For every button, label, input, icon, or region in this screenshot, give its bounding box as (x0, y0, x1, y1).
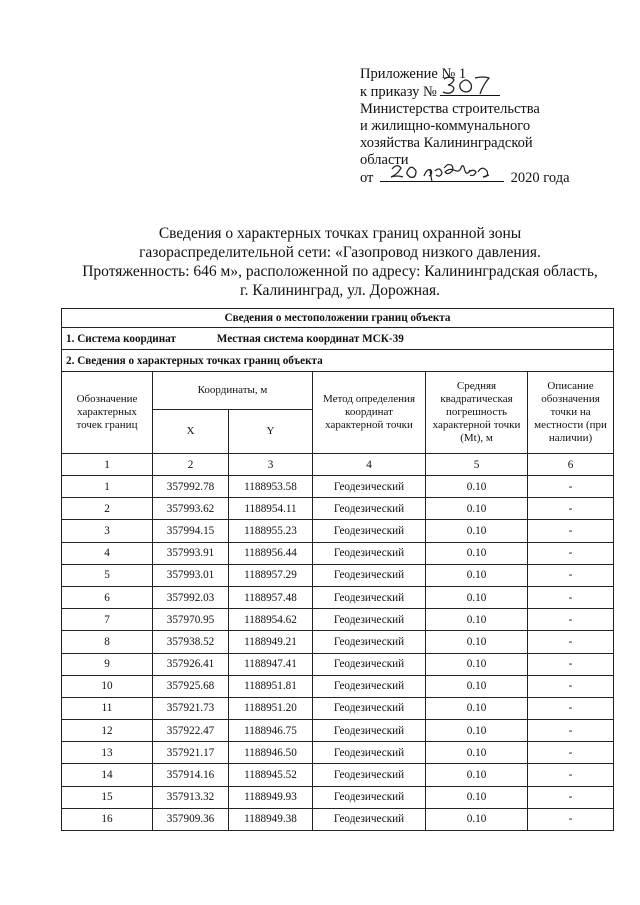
handwritten-date-svg (380, 160, 504, 182)
method-cell: Геодезический (313, 609, 426, 631)
point-id-cell: 8 (62, 631, 153, 653)
error-cell: 0.10 (426, 653, 528, 675)
description-cell: - (528, 520, 614, 542)
order-line (360, 83, 620, 101)
handwritten-number-svg (438, 74, 502, 96)
description-cell: - (528, 631, 614, 653)
col-method-header: Метод определения координат характерной точки (313, 372, 426, 454)
date-prefix: от (360, 170, 374, 186)
error-cell: 0.10 (426, 786, 528, 808)
title-line-4: г. Калининград, ул. Дорожная. (240, 282, 440, 299)
method-cell: Геодезический (313, 498, 426, 520)
col-number: 2 (153, 454, 229, 476)
table-row (62, 542, 614, 564)
date-handwritten (380, 169, 504, 182)
col-number: 6 (528, 454, 614, 476)
annex-title: Приложение № 1 (360, 66, 467, 82)
error-cell: 0.10 (426, 476, 528, 498)
point-id-cell: 14 (62, 764, 153, 786)
method-cell: Геодезический (313, 653, 426, 675)
method-cell: Геодезический (313, 742, 426, 764)
table-row (62, 653, 614, 675)
x-coordinate-cell: 357925.68 (153, 675, 229, 697)
error-cell: 0.10 (426, 808, 528, 830)
error-cell: 0.10 (426, 609, 528, 631)
point-id-cell: 4 (62, 542, 153, 564)
y-coordinate-cell: 1188957.48 (229, 586, 313, 608)
error-cell: 0.10 (426, 498, 528, 520)
point-id-cell: 12 (62, 720, 153, 742)
method-cell: Геодезический (313, 586, 426, 608)
method-cell: Геодезический (313, 808, 426, 830)
point-id-cell: 3 (62, 520, 153, 542)
table-row (62, 498, 614, 520)
x-coordinate-cell: 357921.73 (153, 697, 229, 719)
y-coordinate-cell: 1188951.20 (229, 697, 313, 719)
document-title (40, 224, 640, 300)
y-coordinate-cell: 1188949.38 (229, 808, 313, 830)
error-cell: 0.10 (426, 675, 528, 697)
annex-ministry-1: Министерства строительства (360, 101, 540, 117)
col-desc-header: Описание обозначения точки на местности (при наличии) (528, 372, 614, 454)
annex-ministry-3: хозяйства Калининградской (360, 135, 533, 151)
point-id-cell: 5 (62, 564, 153, 586)
x-coordinate-cell: 357914.16 (153, 764, 229, 786)
title-line-2: газораспределительной сети: «Газопровод низкого давления. (139, 244, 541, 261)
y-coordinate-cell: 1188949.93 (229, 786, 313, 808)
table-row (62, 476, 614, 498)
date-suffix: 2020 года (510, 170, 570, 186)
x-coordinate-cell: 357993.01 (153, 564, 229, 586)
point-id-cell: 11 (62, 697, 153, 719)
description-cell: - (528, 697, 614, 719)
table-row (62, 808, 614, 830)
table-header: Сведения о местоположении границ объекта (62, 309, 614, 328)
y-coordinate-cell: 1188951.81 (229, 675, 313, 697)
order-number-handwritten (440, 83, 500, 96)
description-cell: - (528, 720, 614, 742)
table-row (62, 564, 614, 586)
y-coordinate-cell: 1188956.44 (229, 542, 313, 564)
annex-ministry-2: и жилищно-коммунального (360, 118, 531, 134)
description-cell: - (528, 476, 614, 498)
table-row (62, 742, 614, 764)
description-cell: - (528, 609, 614, 631)
error-cell: 0.10 (426, 564, 528, 586)
point-id-cell: 6 (62, 586, 153, 608)
y-coordinate-cell: 1188957.29 (229, 564, 313, 586)
title-line-3: Протяженность: 646 м», расположенной по адресу: Калининградская область, (82, 263, 598, 280)
y-coordinate-cell: 1188954.11 (229, 498, 313, 520)
method-cell: Геодезический (313, 675, 426, 697)
description-cell: - (528, 564, 614, 586)
y-coordinate-cell: 1188946.75 (229, 720, 313, 742)
y-coordinate-cell: 1188946.50 (229, 742, 313, 764)
table-row (62, 786, 614, 808)
y-coordinate-cell: 1188953.58 (229, 476, 313, 498)
table-row (62, 675, 614, 697)
x-coordinate-cell: 357994.15 (153, 520, 229, 542)
error-cell: 0.10 (426, 586, 528, 608)
x-coordinate-cell: 357921.17 (153, 742, 229, 764)
point-id-cell: 7 (62, 609, 153, 631)
description-cell: - (528, 653, 614, 675)
col-error-header: Средняя квадратическая погрешность характерной точки (Mt), м (426, 372, 528, 454)
method-cell: Геодезический (313, 720, 426, 742)
column-numbers-row (62, 454, 614, 476)
point-id-cell: 16 (62, 808, 153, 830)
table-row (62, 697, 614, 719)
col-point-header: Обозначение характерных точек границ (62, 372, 153, 454)
y-coordinate-cell: 1188945.52 (229, 764, 313, 786)
point-id-cell: 2 (62, 498, 153, 520)
point-id-cell: 1 (62, 476, 153, 498)
table-row (62, 520, 614, 542)
y-coordinate-cell: 1188954.62 (229, 609, 313, 631)
table-row (62, 631, 614, 653)
error-cell: 0.10 (426, 720, 528, 742)
col-number: 3 (229, 454, 313, 476)
table-row (62, 609, 614, 631)
method-cell: Геодезический (313, 786, 426, 808)
error-cell: 0.10 (426, 697, 528, 719)
error-cell: 0.10 (426, 631, 528, 653)
y-coordinate-cell: 1188947.41 (229, 653, 313, 675)
method-cell: Геодезический (313, 520, 426, 542)
error-cell: 0.10 (426, 742, 528, 764)
method-cell: Геодезический (313, 631, 426, 653)
coordinate-system-row (62, 328, 614, 350)
table-row (62, 720, 614, 742)
method-cell: Геодезический (313, 542, 426, 564)
x-coordinate-cell: 357913.32 (153, 786, 229, 808)
x-coordinate-cell: 357926.41 (153, 653, 229, 675)
col-number: 4 (313, 454, 426, 476)
x-coordinate-cell: 357993.62 (153, 498, 229, 520)
col-number: 5 (426, 454, 528, 476)
col-coords-header: Координаты, м (153, 372, 313, 410)
x-coordinate-cell: 357938.52 (153, 631, 229, 653)
col-y-header: Y (229, 410, 313, 454)
method-cell: Геодезический (313, 764, 426, 786)
point-id-cell: 9 (62, 653, 153, 675)
method-cell: Геодезический (313, 476, 426, 498)
x-coordinate-cell: 357993.91 (153, 542, 229, 564)
description-cell: - (528, 542, 614, 564)
point-id-cell: 13 (62, 742, 153, 764)
error-cell: 0.10 (426, 520, 528, 542)
boundary-points-table (61, 308, 614, 831)
coordinate-system-value: Местная система координат МСК-39 (216, 332, 404, 345)
description-cell: - (528, 586, 614, 608)
annex-block (360, 66, 620, 187)
point-id-cell: 10 (62, 675, 153, 697)
col-number: 1 (62, 454, 153, 476)
coordinate-system-label: 1. Система координат (66, 332, 176, 345)
y-coordinate-cell: 1188949.21 (229, 631, 313, 653)
error-cell: 0.10 (426, 542, 528, 564)
method-cell: Геодезический (313, 697, 426, 719)
order-prefix: к приказу № (360, 84, 437, 100)
description-cell: - (528, 808, 614, 830)
x-coordinate-cell: 357992.03 (153, 586, 229, 608)
table-row (62, 764, 614, 786)
method-cell: Геодезический (313, 564, 426, 586)
section-points-label: 2. Сведения о характерных точках границ объекта (62, 350, 614, 372)
error-cell: 0.10 (426, 764, 528, 786)
x-coordinate-cell: 357992.78 (153, 476, 229, 498)
description-cell: - (528, 675, 614, 697)
table-row (62, 586, 614, 608)
description-cell: - (528, 498, 614, 520)
title-line-1: Сведения о характерных точках границ охранной зоны (158, 225, 522, 242)
description-cell: - (528, 786, 614, 808)
x-coordinate-cell: 357922.47 (153, 720, 229, 742)
x-coordinate-cell: 357970.95 (153, 609, 229, 631)
y-coordinate-cell: 1188955.23 (229, 520, 313, 542)
x-coordinate-cell: 357909.36 (153, 808, 229, 830)
description-cell: - (528, 742, 614, 764)
annex-ministry-4: области (360, 152, 409, 168)
col-x-header: X (153, 410, 229, 454)
date-line (360, 169, 620, 187)
description-cell: - (528, 764, 614, 786)
point-id-cell: 15 (62, 786, 153, 808)
